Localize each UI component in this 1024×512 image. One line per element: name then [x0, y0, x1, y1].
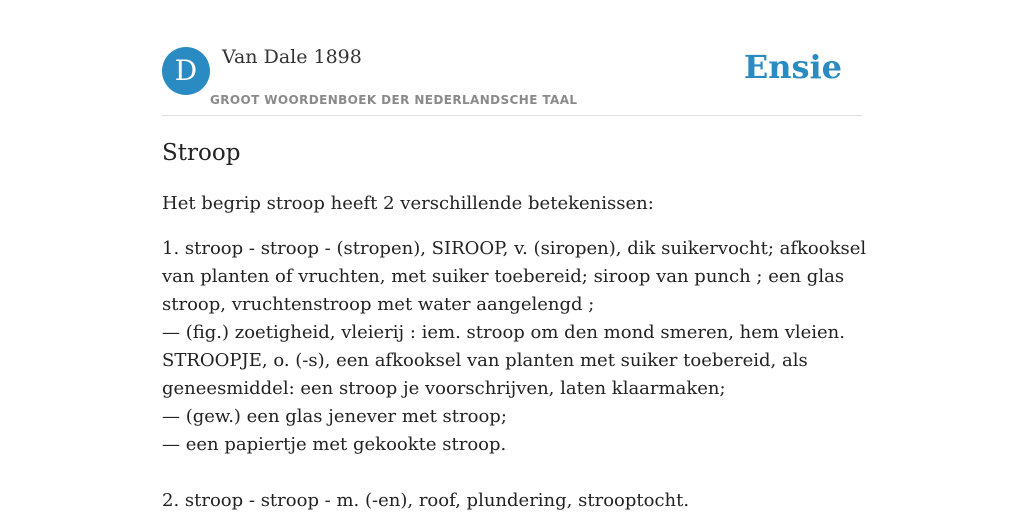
- dictionary-logo[interactable]: D: [162, 47, 210, 95]
- ensie-logo-link[interactable]: Ensie: [743, 48, 842, 86]
- definition-line: stroop, vruchtenstroop met water aangelengd ;: [162, 294, 595, 315]
- definition-line: geneesmiddel: een stroop je voorschrijven, laten klaarmaken;: [162, 378, 726, 399]
- definition-line: 2. stroop - stroop - m. (-en), roof, plundering, strooptocht.: [162, 490, 690, 511]
- definition-line: van planten of vruchten, met suiker toebereid; siroop van punch ; een glas: [162, 266, 845, 287]
- definition-spacer: [162, 459, 862, 487]
- page-title: Stroop: [162, 140, 241, 166]
- dictionary-title[interactable]: Van Dale 1898: [222, 46, 362, 68]
- definition-line: — een papiertje met gekookte stroop.: [162, 434, 507, 455]
- header: [162, 0, 862, 116]
- intro-text: Het begrip stroop heeft 2 verschillende betekenissen:: [162, 193, 654, 214]
- definition-line: — (gew.) een glas jenever met stroop;: [162, 406, 507, 427]
- definition-line: 1. stroop - stroop - (stropen), SIROOP, v. (siropen), dik suikervocht; afkooksel: [162, 238, 867, 259]
- page: [162, 0, 867, 512]
- definition-1: [162, 235, 867, 512]
- definition-line: STROOPJE, o. (-s), een afkooksel van planten met suiker toebereid, als: [162, 350, 808, 371]
- dictionary-subtitle: GROOT WOORDENBOEK DER NEDERLANDSCHE TAAL: [210, 93, 578, 107]
- definition-line: — (fig.) zoetigheid, vleierij : iem. stroop om den mond smeren, hem vleien.: [162, 322, 845, 343]
